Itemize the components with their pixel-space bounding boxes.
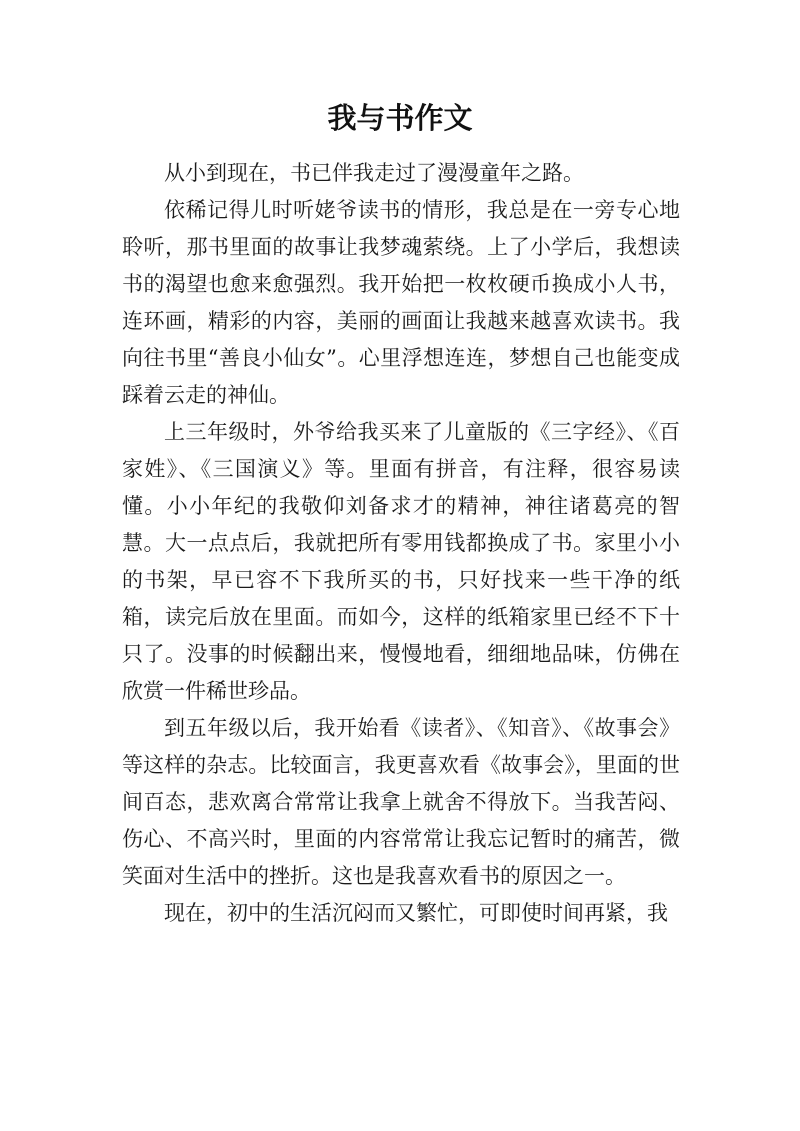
paragraph: 到五年级以后，我开始看《读者》、《知音》、《故事会》等这样的杂志。比较面言，我更喜欢看《故事会》，里面的世间百态，悲欢离合常常让我拿上就舍不得放下。当我苦闷、伤心、不高兴时，里面的内容常常让我忘记暂时的痛苦，微笑面对生活中的挫折。这也是我喜欢看书的原因之一。: [122, 716, 680, 888]
paragraph: 现在，初中的生活沉闷而又繁忙，可即使时间再紧，我: [164, 901, 668, 925]
document-body: [122, 155, 680, 932]
document-title: 我与书作文: [327, 101, 473, 135]
paragraph: 从小到现在，书已伴我走过了漫漫童年之路。: [164, 161, 584, 185]
paragraph: 依稀记得儿时听姥爷读书的情形，我总是在一旁专心地聆听，那书里面的故事让我梦魂萦绕。上了小学后，我想读书的渴望也愈来愈强烈。我开始把一枚枚硬币换成小人书，连环画，精彩的内容，美丽的画面让我越来越喜欢读书。我向往书里“善良小仙女”。心里浮想连连，梦想自己也能变成踩着云走的神仙。: [122, 198, 680, 407]
paragraph: 上三年级时，外爷给我买来了儿童版的《三字经》、《百家姓》、《三国演义》等。里面有拼音，有注释，很容易读懂。小小年纪的我敬仰刘备求才的精神，神往诸葛亮的智慧。大一点点后，我就把所有零用钱都换成了书。家里小小的书架，早已容不下我所买的书，只好找来一些干净的纸箱，读完后放在里面。而如今，这样的纸箱家里已经不下十只了。没事的时候翻出来，慢慢地看，细细地品味，仿佛在欣赏一件稀世珍品。: [122, 420, 680, 703]
